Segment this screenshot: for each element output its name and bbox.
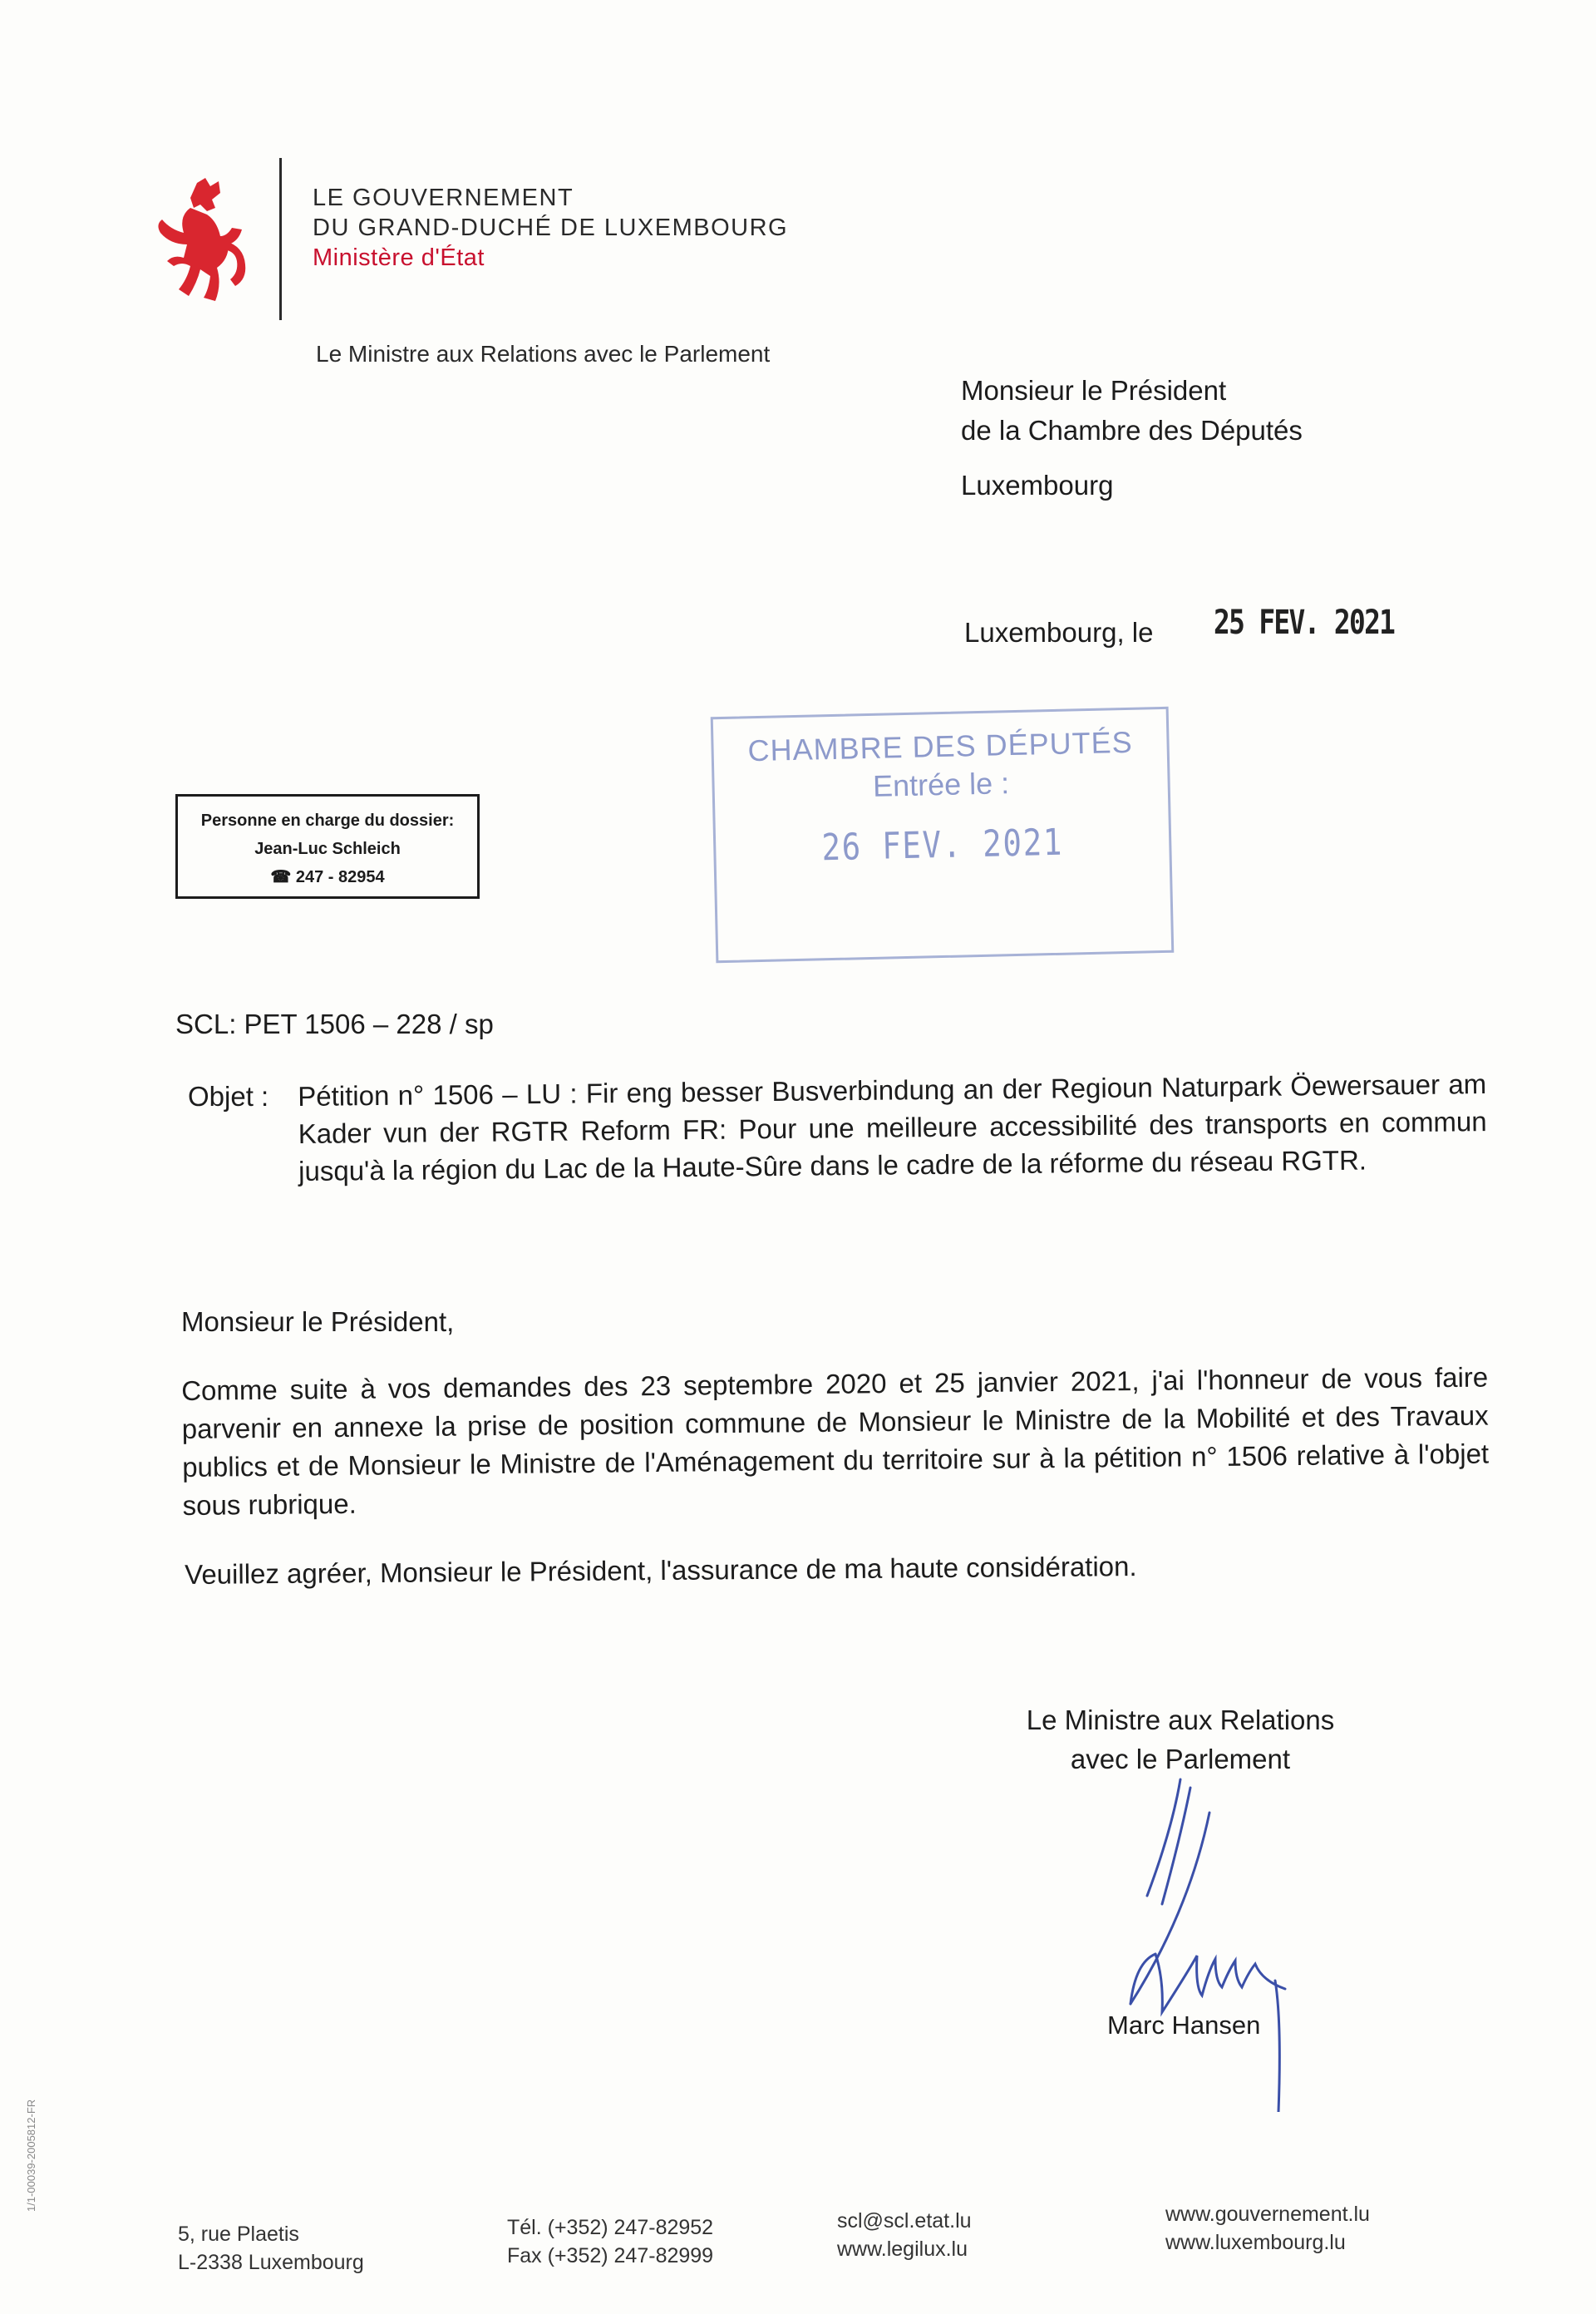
subject-label: Objet : xyxy=(188,1081,269,1112)
dossier-phone: 247 - 82954 xyxy=(295,868,385,886)
footer-street: 5, rue Plaetis xyxy=(178,2223,299,2246)
recipient-address xyxy=(961,371,1303,506)
government-name-line2: DU GRAND-DUCHÉ DE LUXEMBOURG xyxy=(313,215,789,241)
letter-body: Comme suite à vos demandes des 23 septembre 2020 et 25 janvier 2021, j'ai l'honneur de vous faire parvenir en annexe la prise de position commune de Monsieur le Ministre de la Mobilité et des Travaux publics et de Monsieur le Ministre de l'Aménagement du territoire sur à la pétition n° 1506 relative à l'objet sous rubrique. xyxy=(181,1361,1490,1521)
recipient-line2: de la Chambre des Députés xyxy=(961,415,1303,446)
minister-heading: Le Ministre aux Relations avec le Parlement xyxy=(316,341,771,367)
dossier-phone-row xyxy=(178,863,477,891)
recipient-city: Luxembourg xyxy=(961,470,1114,501)
footer-websites xyxy=(1165,2200,1370,2257)
footer-gouvernement-link[interactable]: www.gouvernement.lu xyxy=(1165,2203,1370,2226)
footer-postcode: L-2338 Luxembourg xyxy=(178,2251,364,2274)
stamp-entry-label: Entrée le : xyxy=(872,766,1010,803)
phone-icon: ☎ xyxy=(270,868,296,886)
dateline-label: Luxembourg, le xyxy=(964,617,1154,648)
signatory-title-line2: avec le Parlement xyxy=(1070,1744,1291,1774)
salutation: Monsieur le Président, xyxy=(181,1306,455,1337)
letterhead-divider xyxy=(279,158,282,320)
footer-address xyxy=(178,2220,364,2277)
recipient-line1: Monsieur le Président xyxy=(961,375,1227,406)
footer-tel: Tél. (+352) 247-82952 xyxy=(507,2216,714,2239)
handwritten-signature xyxy=(1097,1763,1330,2112)
reference-number: SCL: PET 1506 – 228 / sp xyxy=(175,1009,494,1039)
subject-text: Pétition n° 1506 – LU : Fir eng besser Busverbindung an der Regioun Naturpark Öewersauer am Kader vun der RGTR Reform FR: Pour une meilleure accessibilité des transports en commun jusqu'à la région du Lac de la Haute-Sûre dans le cadre de la réforme du réseau RGTR. xyxy=(298,1068,1487,1187)
dossier-contact-box xyxy=(175,794,480,899)
footer-luxembourg-link[interactable]: www.luxembourg.lu xyxy=(1165,2231,1346,2254)
document-side-code: 1/1-00039-2005812-FR xyxy=(25,2099,37,2212)
closing-formula: Veuillez agréer, Monsieur le Président, l'assurance de ma haute considération. xyxy=(185,1551,1137,1590)
footer-contact xyxy=(837,2207,972,2263)
dossier-name: Jean-Luc Schleich xyxy=(254,840,401,858)
reception-stamp xyxy=(711,707,1175,963)
footer-email-link[interactable]: scl@scl.etat.lu xyxy=(837,2209,972,2233)
footer-legilux-link[interactable]: www.legilux.lu xyxy=(837,2238,968,2261)
government-name-line1: LE GOUVERNEMENT xyxy=(313,185,574,211)
signatory-name: Marc Hansen xyxy=(1107,2011,1261,2040)
ministry-name: Ministère d'État xyxy=(313,244,485,271)
date-stamp: 25 FEV. 2021 xyxy=(1214,604,1395,642)
footer-phone-fax xyxy=(507,2213,713,2270)
signatory-title-line1: Le Ministre aux Relations xyxy=(1026,1705,1335,1735)
stamp-title: CHAMBRE DES DÉPUTÉS xyxy=(747,724,1134,768)
stamp-date: 26 FEV. 2021 xyxy=(820,821,1064,870)
lion-coat-of-arms-logo xyxy=(145,175,254,308)
government-letterhead xyxy=(313,183,788,273)
footer-fax: Fax (+352) 247-82999 xyxy=(507,2244,714,2267)
dossier-label: Personne en charge du dossier: xyxy=(200,812,455,830)
